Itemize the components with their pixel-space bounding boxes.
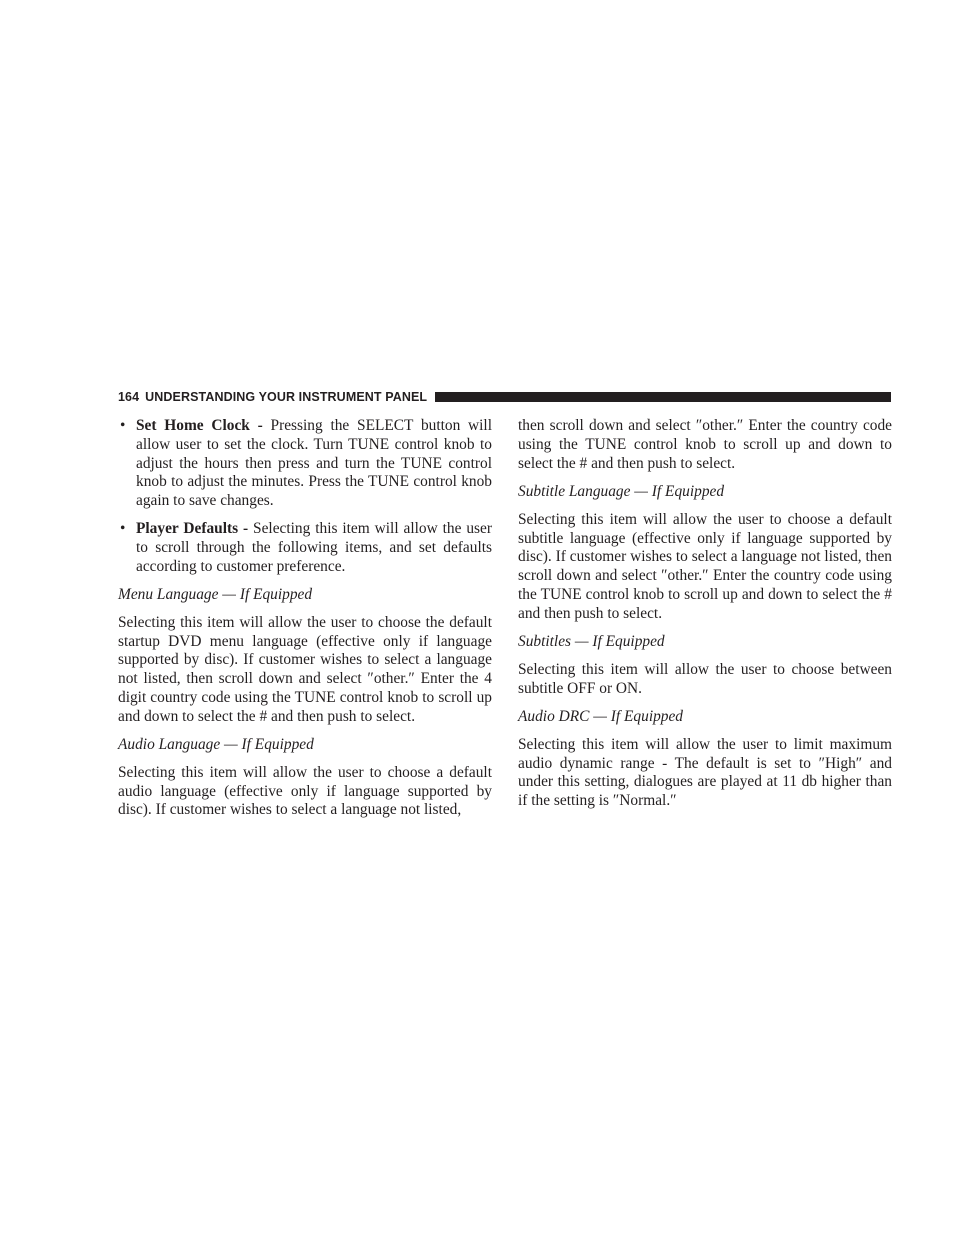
subtitles-heading: Subtitles — If Equipped [518, 632, 665, 650]
page-header [118, 389, 891, 405]
left-column [118, 417, 492, 830]
bullet-term: Set Home Clock - [136, 417, 263, 434]
bullet-icon: • [120, 417, 126, 434]
bullet-icon: • [120, 520, 126, 538]
page-number: 164 [118, 390, 140, 404]
header-rule-bar [435, 392, 891, 402]
audio-drc-paragraph: Selecting this item will allow the user to limit maximum audio dynamic range - The default is set to ″High″ and under this setting, dialogues are played at 11 db higher than if the setting is ″Normal.″ [518, 735, 892, 810]
bullet-term: Player Defaults - [136, 520, 249, 538]
menu-language-paragraph: Selecting this item will allow the user to choose the default startup DVD menu language (effective only if language supported by disc). If customer wishes to select a language not listed, then scroll down and select ″other.″ Enter the 4 digit country code using the TUNE control knob to scroll up and down to select the # and then push to select. [118, 613, 492, 725]
bullet-set-home-clock [118, 417, 492, 511]
menu-language-heading: Menu Language — If Equipped [118, 585, 313, 603]
audio-drc-heading: Audio DRC — If Equipped [518, 707, 684, 725]
audio-language-heading: Audio Language — If Equipped [118, 735, 314, 753]
bullet-text: Selecting this item will allow the user to scroll through the following items, and set defaults according to customer preference. [136, 520, 492, 575]
section-title: UNDERSTANDING YOUR INSTRUMENT PANEL [145, 390, 428, 404]
right-column [518, 417, 892, 820]
bullet-text: Pressing the SELECT button will allow user to set the clock. Turn TUNE control knob to adjust the hours then press and turn the TUNE control knob to adjust the minutes. Press the TUNE control knob again to save changes. [136, 417, 492, 509]
subtitles-paragraph: Selecting this item will allow the user to choose between subtitle OFF or ON. [518, 660, 892, 697]
subtitle-language-paragraph: Selecting this item will allow the user to choose a default subtitle language (effective only if language supported by disc). If customer wishes to select a language not listed, then scroll down and select ″other.″ Enter the country code using the TUNE control knob to scroll up and down to select the # and then push to select. [518, 510, 892, 622]
audio-language-paragraph: Selecting this item will allow the user to choose a default audio language (effective only if language supported by disc). If customer wishes to select a language not listed, [118, 763, 492, 819]
bullet-player-defaults [118, 520, 492, 576]
audio-language-continued-paragraph: then scroll down and select ″other.″ Enter the country code using the TUNE control knob to scroll up and down to select the # and then push to select. [518, 417, 892, 472]
subtitle-language-heading: Subtitle Language — If Equipped [518, 482, 725, 500]
